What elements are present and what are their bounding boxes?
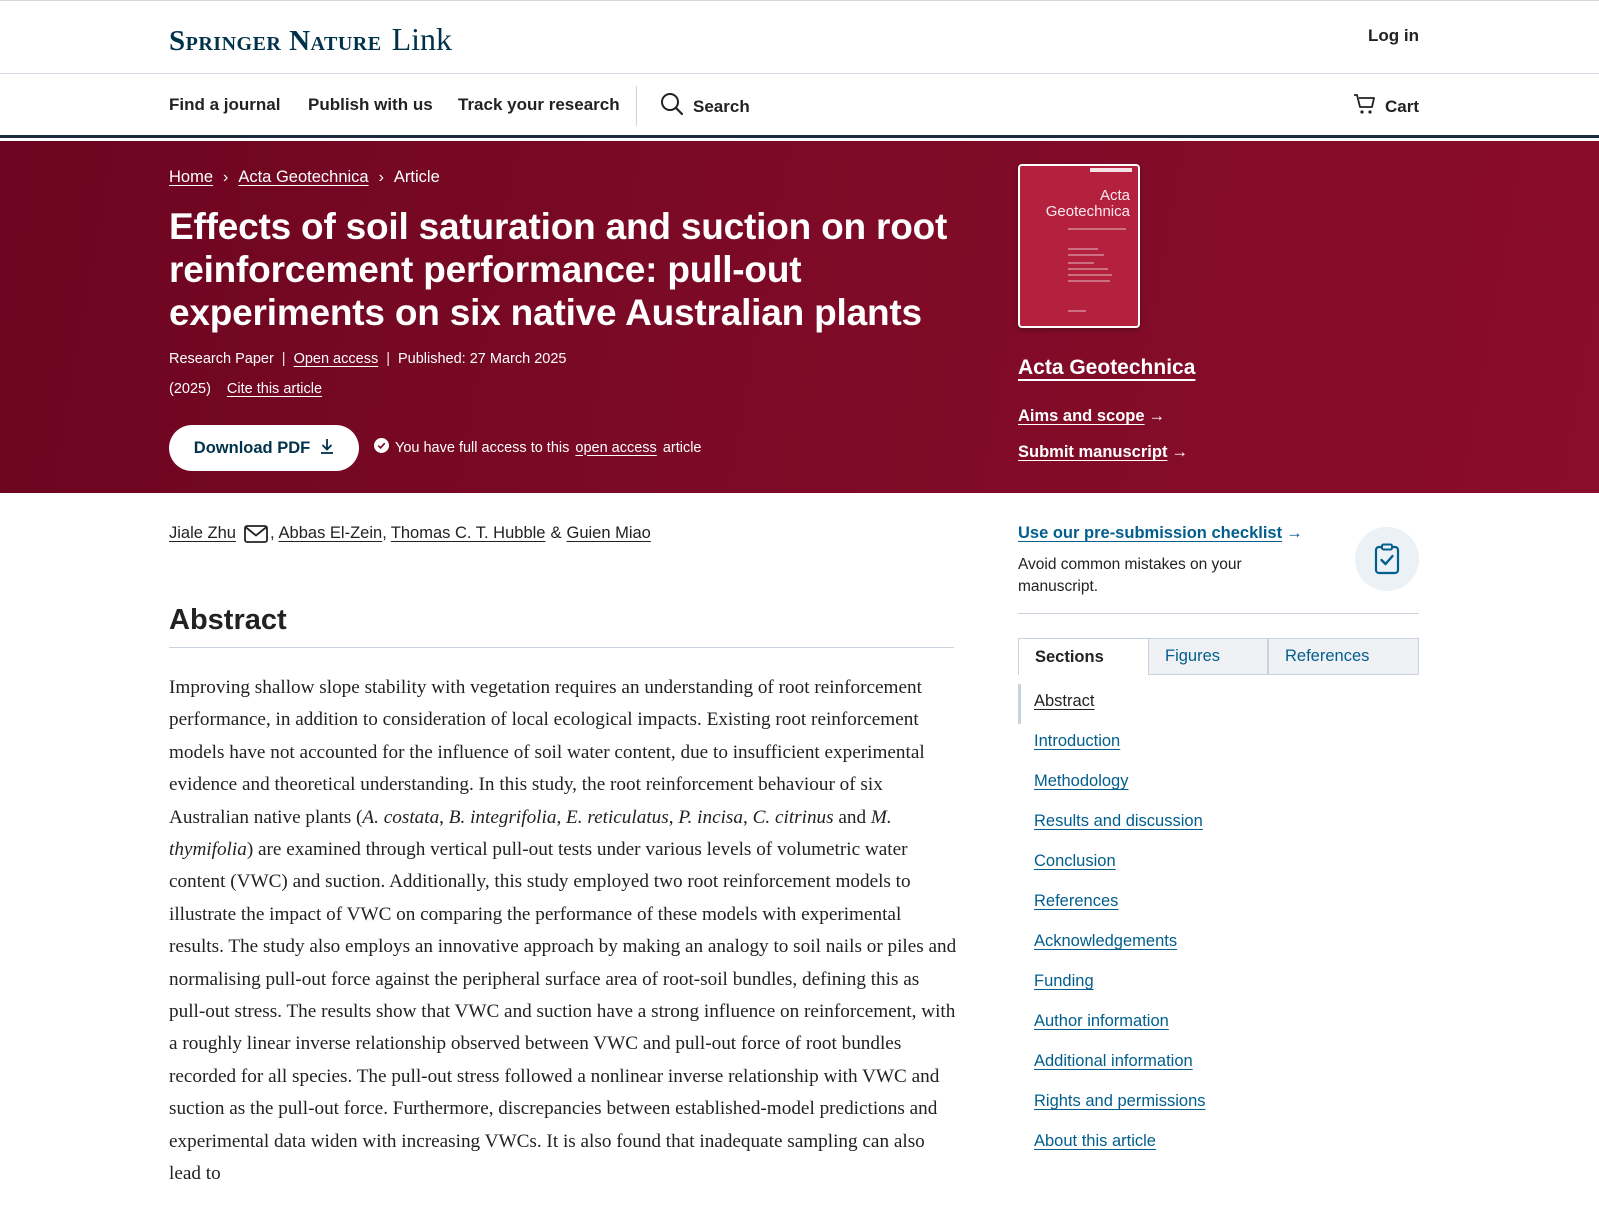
download-pdf-button[interactable] (169, 425, 359, 471)
nav-divider (636, 86, 637, 126)
submit-manuscript-link[interactable]: Submit manuscript → (1018, 443, 1188, 461)
article-type: Research Paper (169, 351, 274, 367)
author-link[interactable]: Abbas El-Zein (278, 524, 383, 542)
author-list: Jiale Zhu , Abbas El-Zein , Thomas C. T. Hubble & Guien Miao (169, 524, 651, 542)
abstract-text: Improving shallow slope stability with vegetation requires an understanding of root reinforcement performance, in addition to consideration of local ecological impacts. Existing root reinforcement models have not accounted for the influence of soil water content, due to insufficient experimental evidence and theoretical understanding. In this study, the root reinforcement behaviour of six Australian native plants (A. costata, B. integrifolia, E. reticulatus, P. incisa, C. citrinus and M. thymifolia) are examined through vertical pull-out tests under various levels of volumetric water content (VWC) and suction. Additionally, this study employed two root reinforcement models to illustrate the impact of VWC on comparing the performance of these models with experimental results. The study also employs an innovative approach by making an analogy to soil nails or piles and normalising pull-out force against the peripheral surface area of root-soil bundles, defining this as pull-out stress. The results show that VWC and suction have a strong influence on reinforcement, with a roughly linear inverse relationship observed between VWC and pull-out force of root bundles recorded for all species. The pull-out stress followed a nonlinear inverse relationship with VWC and suction as the pull-out force. Furthermore, discrepancies between established-model predictions and experimental data widen with increasing VWCs. It is also found that inadequate sampling can also lead to (169, 677, 957, 1185)
article-year: (2025) (169, 381, 211, 397)
breadcrumb (169, 168, 440, 187)
access-open-access-link[interactable]: open access (575, 439, 657, 456)
article-citation (169, 381, 322, 397)
section-link-methodology[interactable]: Methodology (1034, 772, 1129, 790)
main-nav (0, 74, 1599, 138)
access-prefix: You have full access to this (395, 439, 570, 456)
section-link-author-information[interactable]: Author information (1034, 1012, 1169, 1030)
site-header (0, 0, 1599, 74)
check-circle-icon (374, 438, 389, 457)
search-icon (660, 92, 684, 121)
tab-figures[interactable]: Figures (1149, 638, 1268, 675)
login-link[interactable]: Log in (1368, 26, 1419, 45)
breadcrumb-current: Article (393, 168, 440, 186)
cart-icon (1353, 92, 1377, 121)
nav-track-research[interactable]: Track your research (458, 95, 620, 114)
nav-publish-with-us[interactable]: Publish with us (308, 95, 433, 114)
aims-and-scope-link[interactable]: Aims and scope → (1018, 407, 1166, 425)
cover-title: Acta Geotechnica (1045, 187, 1130, 220)
published-date: Published: 27 March 2025 (397, 351, 567, 367)
checklist-description: Avoid common mistakes on your manuscript. (1018, 556, 1242, 595)
arrow-right-icon: → (1286, 524, 1303, 542)
breadcrumb-home[interactable]: Home (169, 168, 214, 186)
sidebar-divider (1018, 613, 1419, 614)
cart-button[interactable] (1353, 92, 1419, 121)
section-link-about[interactable]: About this article (1034, 1132, 1156, 1150)
journal-cover-image[interactable] (1018, 164, 1140, 328)
access-suffix: article (662, 439, 702, 456)
chevron-right-icon: › (378, 168, 384, 186)
tab-references[interactable]: References (1268, 638, 1419, 675)
journal-name-link[interactable]: Acta Geotechnica (1018, 356, 1196, 379)
author-link[interactable]: Jiale Zhu (169, 524, 236, 542)
springer-nature-link-logo[interactable] (169, 21, 452, 58)
download-pdf-label: Download PDF (193, 438, 311, 457)
clipboard-check-icon (1355, 527, 1419, 591)
download-icon (320, 438, 334, 459)
breadcrumb-journal[interactable]: Acta Geotechnica (238, 168, 369, 186)
cite-this-article-link[interactable]: Cite this article (226, 381, 323, 397)
cart-label: Cart (1384, 96, 1419, 116)
section-link-rights[interactable]: Rights and permissions (1034, 1092, 1206, 1110)
section-link-conclusion[interactable]: Conclusion (1034, 852, 1116, 870)
search-button[interactable] (660, 92, 750, 121)
section-link-acknowledgements[interactable]: Acknowledgements (1034, 932, 1178, 950)
nav-find-journal[interactable]: Find a journal (169, 95, 281, 114)
article-nav-tabs (1018, 638, 1419, 675)
author-link[interactable]: Thomas C. T. Hubble (390, 524, 546, 542)
arrow-right-icon: → (1148, 407, 1166, 425)
article-meta: Research Paper | Open access | Published: 27 March 2025 (169, 351, 567, 367)
author-link[interactable]: Guien Miao (566, 524, 651, 542)
arrow-right-icon: → (1171, 443, 1188, 461)
section-link-introduction[interactable]: Introduction (1034, 732, 1121, 750)
mail-icon[interactable] (244, 525, 268, 543)
abstract-divider (169, 647, 954, 648)
tab-sections[interactable]: Sections (1018, 638, 1149, 675)
logo-main-text: Springer Nature (169, 25, 382, 57)
section-link-funding[interactable]: Funding (1034, 972, 1094, 990)
section-link-results[interactable]: Results and discussion (1034, 812, 1203, 830)
section-link-references[interactable]: References (1034, 892, 1119, 910)
open-access-link[interactable]: Open access (293, 351, 379, 367)
section-link-additional-information[interactable]: Additional information (1034, 1052, 1193, 1070)
search-label: Search (693, 96, 750, 116)
section-link-abstract[interactable]: Abstract (1034, 692, 1095, 710)
current-section-marker (1018, 684, 1021, 724)
chevron-right-icon: › (223, 168, 229, 186)
article-hero (0, 141, 1599, 493)
full-access-note (374, 438, 702, 457)
abstract-heading: Abstract (169, 604, 287, 636)
logo-link-text: Link (391, 21, 453, 57)
article-title: Effects of soil saturation and suction on root reinforcement performance: pull-out experiments on six native Australian plants (169, 206, 948, 333)
pre-submission-checklist-link[interactable]: Use our pre-submission checklist → (1018, 524, 1303, 542)
